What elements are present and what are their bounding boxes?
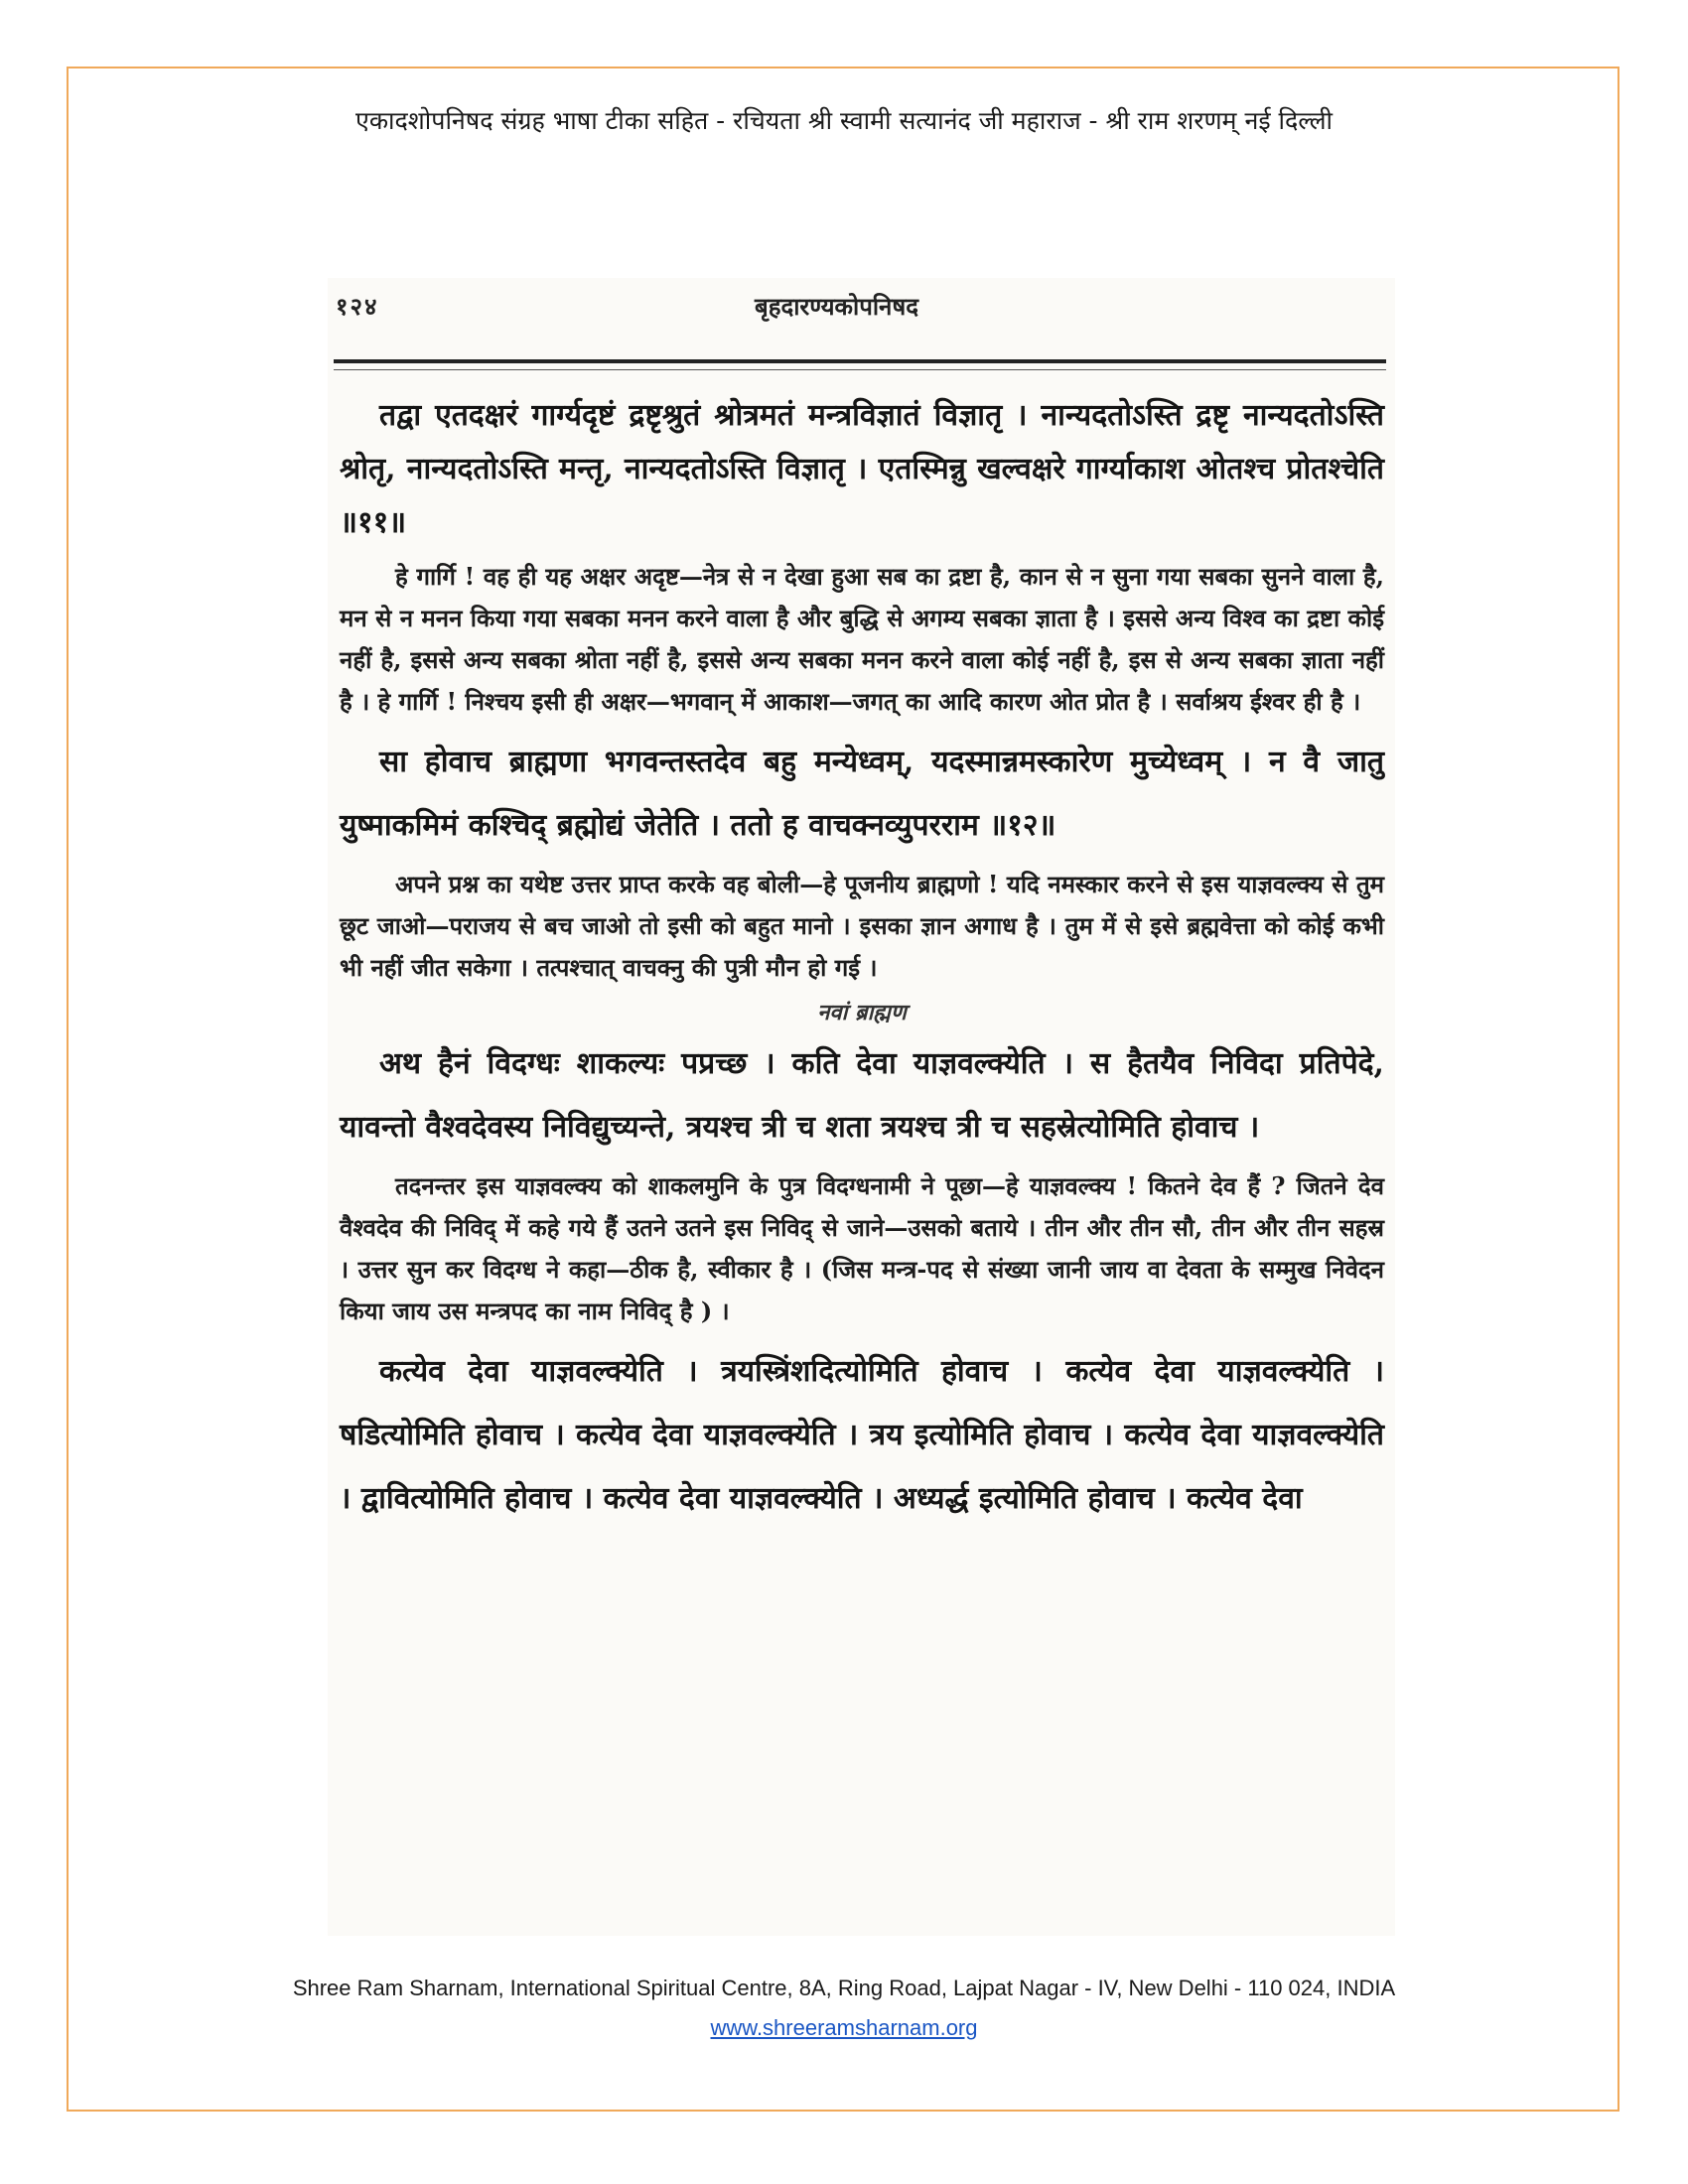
verse-section9-1: अथ हैनं विदग्धः शाकल्यः पप्रच्छ । कति देवा याज्ञवल्क्येति । स हैतयैव निविदा प्रतिपेदे, यावन्तो वैश्वदेवस्य निविद्युच्यन्ते, त्रयश्च त्री च शता त्रयश्च त्री च सहस्रेत्योमिति होवाच । bbox=[340, 1046, 1384, 1145]
header-rule bbox=[334, 359, 1386, 363]
verse-section9-2: कत्येव देवा याज्ञवल्क्येति । त्रयस्त्रिंशदित्योमिति होवाच । कत्येव देवा याज्ञवल्क्येति । षडित्योमिति होवाच । कत्येव देवा याज्ञवल्क्येति । त्रय इत्योमिति होवाच । कत्येव देवा याज्ञवल्क्येति । द्वावित्योमिति होवाच । कत्येव देवा याज्ञवल्क्येति । अध्यर्द्ध इत्योमिति होवाच । कत्येव देवा bbox=[340, 1354, 1384, 1516]
website-link[interactable]: www.shreeramsharnam.org bbox=[710, 2015, 978, 2040]
page-content bbox=[340, 389, 1384, 1537]
running-title: बृहदारण्यकोपनिषद bbox=[755, 292, 918, 321]
section-title: नवां ब्राह्मण bbox=[817, 1000, 907, 1025]
commentary-11: हे गार्गि ! वह ही यह अक्षर अदृष्ट—नेत्र से न देखा हुआ सब का द्रष्टा है, कान से न सुना गया सबका सुनने वाला है, मन से न मनन किया गया सबका मनन करने वाला है और बुद्धि से अगम्य सबका ज्ञाता है । इससे अन्य विश्व का द्रष्टा कोई नहीं है, इससे अन्य सबका श्रोता नहीं है, इससे अन्य सबका मनन करने वाला कोई नहीं है, इस से अन्य सबका ज्ञाता नहीं है । हे गार्गि ! निश्चय इसी ही अक्षर—भगवान् में आकाश—जगत् का आदि कारण ओत प्रोत है । सर्वाश्रय ईश्वर ही है । bbox=[340, 562, 1384, 716]
verse-12: सा होवाच ब्राह्मणा भगवन्तस्तदेव बहु मन्येध्वम्, यदस्मान्नमस्कारेण मुच्येध्वम् । न वै जातु युष्माकमिमं कश्चिद् ब्रह्मोद्यं जेतेति । ततो ह वाचक्नव्युपरराम ॥१२॥ bbox=[340, 745, 1384, 843]
scanned-page bbox=[328, 278, 1395, 1936]
page-number: १२४ bbox=[336, 292, 379, 321]
running-head bbox=[328, 290, 1395, 330]
header-rule-thin bbox=[334, 369, 1386, 370]
footer-address: Shree Ram Sharnam, International Spiritual Centre, 8A, Ring Road, Lajpat Nagar - IV, New Delhi - 110 024, INDIA bbox=[292, 1976, 1396, 2000]
commentary-section9-1: तदनन्तर इस याज्ञवल्क्य को शाकलमुनि के पुत्र विदग्धनामी ने पूछा—हे याज्ञवल्क्य ! कितने देव हैं ? जितने देव वैश्वदेव की निविद् में कहे गये हैं उतने उतने इस निविद् से जाने—उसको बताये । तीन और तीन सौ, तीन और तीन सहस्र । उत्तर सुन कर विदग्ध ने कहा—ठीक है, स्वीकार है । (जिस मन्त्र-पद से संख्या जानी जाय वा देवता के सम्मुख निवेदन किया जाय उस मन्त्रपद का नाम निविद् है ) । bbox=[340, 1171, 1384, 1325]
footer-website bbox=[0, 2015, 1688, 2041]
verse-11: तद्वा एतदक्षरं गार्ग्यदृष्टं द्रष्टृश्रुतं श्रोत्रमतं मन्त्रविज्ञातं विज्ञातृ । नान्यदतोऽस्ति द्रष्टृ नान्यदतोऽस्ति श्रोतृ, नान्यदतोऽस्ति मन्तृ, नान्यदतोऽस्ति विज्ञातृ । एतस्मिन्नु खल्वक्षरे गार्ग्याकाश ओतश्च प्रोतश्चेति ॥११॥ bbox=[340, 398, 1384, 540]
commentary-12: अपने प्रश्न का यथेष्ट उत्तर प्राप्त करके वह बोली—हे पूजनीय ब्राह्मणो ! यदि नमस्कार करने से इस याज्ञवल्क्य से तुम छूट जाओ—पराजय से बच जाओ तो इसी को बहुत मानो । इसका ज्ञान अगाध है । तुम में से इसे ब्रह्मवेत्ता को कोई कभी भी नहीं जीत सकेगा । तत्पश्चात् वाचक्नु की पुत्री मौन हो गई । bbox=[340, 870, 1384, 982]
document-header: एकादशोपनिषद संग्रह भाषा टीका सहित - रचियता श्री स्वामी सत्यानंद जी महाराज - श्री राम शरणम् नई दिल्ली bbox=[355, 106, 1333, 135]
